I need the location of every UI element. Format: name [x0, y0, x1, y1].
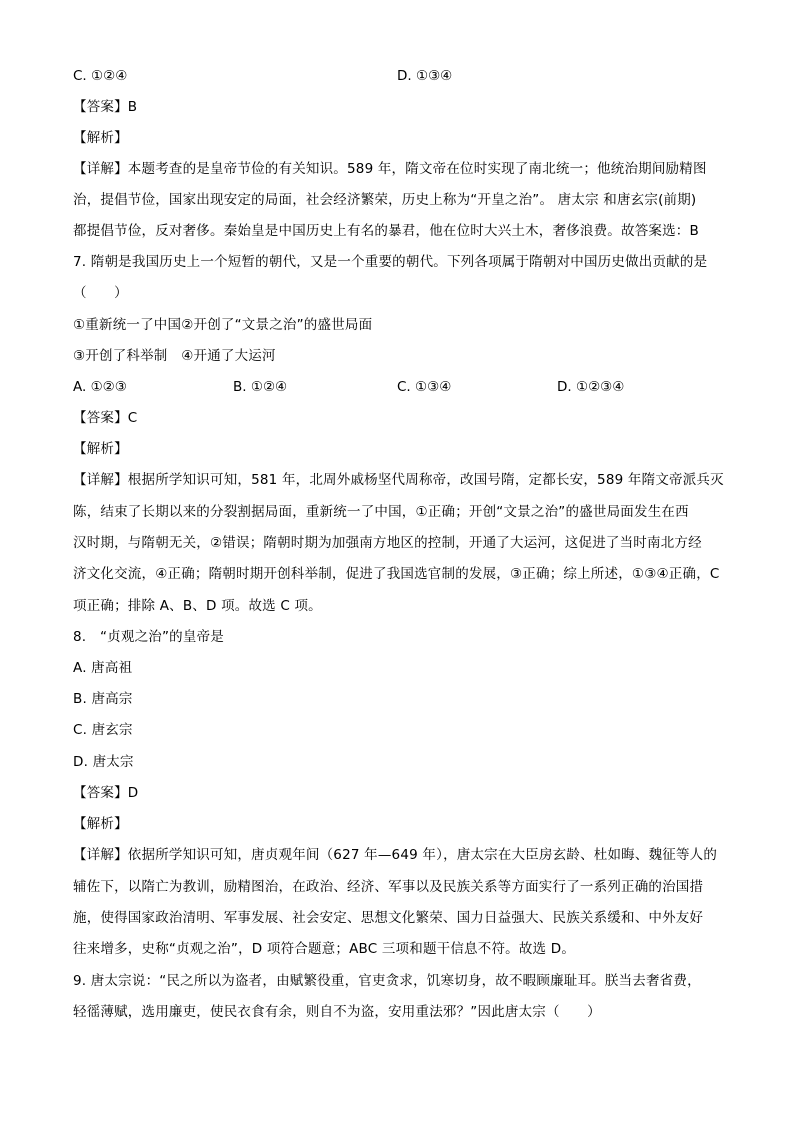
- q7-detail-line: 项正确；排除 A、B、D 项。故选 C 项。: [73, 598, 322, 614]
- q8-option-b: B. 唐高宗: [73, 691, 133, 707]
- q6-detail-line: 都提倡节俭，反对奢侈。秦始皇是中国历史上有名的暴君，他在位时大兴土木，奢侈浪费。故答案选：B: [73, 223, 699, 239]
- q7-detail-line: 【详解】根据所学知识可知，581 年，北周外戚杨坚代周称帝，改国号隋，定都长安，589 年隋文帝派兵灭: [73, 472, 724, 488]
- q8-detail-line: 【详解】依据所学知识可知，唐贞观年间（627 年—649 年），唐太宗在大臣房玄龄、杜如晦、魏征等人的: [73, 847, 718, 863]
- q7-detail-line: 陈，结束了长期以来的分裂割据局面，重新统一了中国，①正确；开创“文景之治”的盛世局面发生在西: [73, 504, 689, 520]
- q7-items: ③开创了科举制 ④开通了大运河: [73, 348, 276, 364]
- q8-detail-line: 辅佐下，以隋亡为教训，励精图治，在政治、经济、军事以及民族关系等方面实行了一系列正确的治国措: [73, 879, 704, 895]
- q8-detail-line: 施，使得国家政治清明、军事发展、社会安定、思想文化繁荣、国力日益强大、民族关系缓和、中外友好: [73, 910, 704, 926]
- q7-analysis-label: 【解析】: [73, 441, 128, 457]
- q7-option-d: D. ①②③④: [557, 379, 625, 395]
- q8-stem: 8. “贞观之治”的皇帝是: [73, 629, 224, 645]
- q8-detail-line: 往来增多，史称“贞观之治”，D 项符合题意；ABC 三项和题干信息不符。故选 D。: [73, 941, 576, 957]
- q8-option-d: D. 唐太宗: [73, 754, 134, 770]
- q7-stem: 7. 隋朝是我国历史上一个短暂的朝代，又是一个重要的朝代。下列各项属于隋朝对中国历史做出贡献的是: [73, 254, 708, 270]
- q9-stem: 9. 唐太宗说：“民之所以为盗者，由赋繁役重，官吏贪求，饥寒切身，故不暇顾廉耻耳。朕当去奢省费，: [73, 973, 701, 989]
- q7-stem-blank: （ ）: [73, 285, 128, 301]
- q7-option-b: B. ①②④: [233, 379, 288, 395]
- q6-analysis-label: 【解析】: [73, 130, 128, 146]
- q7-items: ①重新统一了中国②开创了“文景之治”的盛世局面: [73, 317, 373, 333]
- q8-option-c: C. 唐玄宗: [73, 722, 133, 738]
- q8-answer: 【答案】D: [73, 785, 139, 801]
- q6-option-c: C. ①②④: [73, 68, 128, 84]
- q7-detail-line: 济文化交流，④正确；隋朝时期开创科举制，促进了我国选官制的发展，③正确；综上所述，①③④正确，C: [73, 566, 720, 582]
- q9-stem: 轻徭薄赋，选用廉吏，使民衣食有余，则自不为盗，安用重法邪？”因此唐太宗（ ）: [73, 1004, 601, 1020]
- q7-option-c: C. ①③④: [397, 379, 452, 395]
- q8-option-a: A. 唐高祖: [73, 660, 133, 676]
- q7-option-a: A. ①②③: [73, 379, 127, 395]
- q8-analysis-label: 【解析】: [73, 816, 128, 832]
- q6-detail-line: 【详解】本题考查的是皇帝节俭的有关知识。589 年，隋文帝在位时实现了南北统一；他统治期间励精图: [73, 161, 707, 177]
- q7-answer: 【答案】C: [73, 410, 138, 426]
- q6-detail-line: 治，提倡节俭，国家出现安定的局面，社会经济繁荣，历史上称为“开皇之治”。 唐太宗 和唐玄宗(前期): [73, 192, 697, 208]
- q6-answer: 【答案】B: [73, 99, 138, 115]
- q6-option-d: D. ①③④: [397, 68, 453, 84]
- q7-detail-line: 汉时期，与隋朝无关，②错误；隋朝时期为加强南方地区的控制，开通了大运河，这促进了当时南北方经: [73, 535, 702, 551]
